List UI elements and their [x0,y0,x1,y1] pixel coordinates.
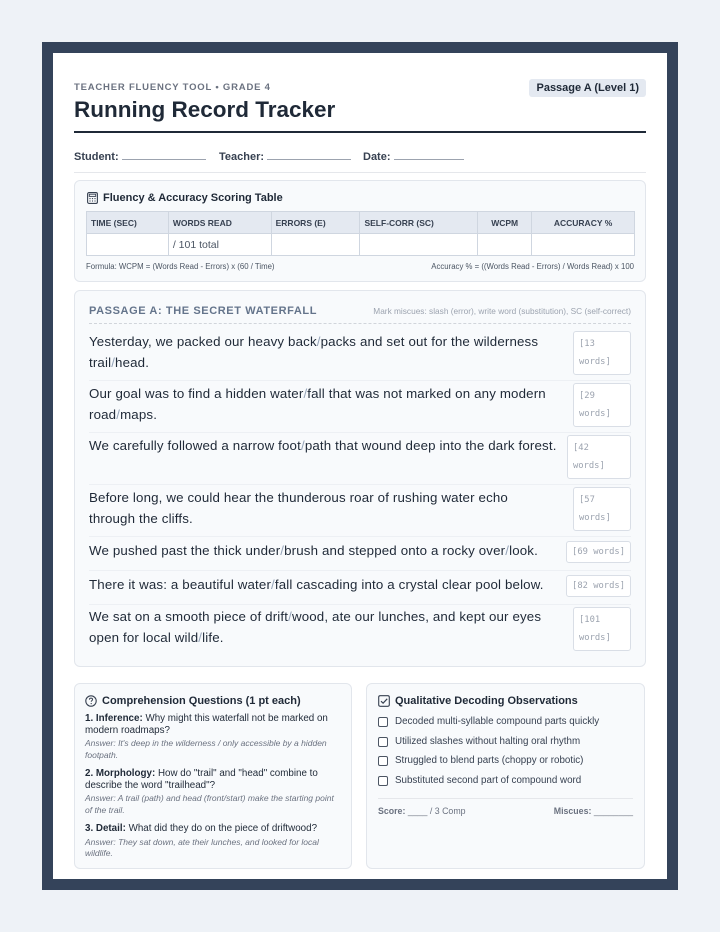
sentence-part: life. [202,630,224,645]
observation-item[interactable] [378,775,633,795]
slash-mark: / [280,543,285,558]
passage-sentence [89,605,631,655]
worksheet [53,53,667,879]
word-count: [42 words] [567,435,631,479]
col-errors: ERRORS (E) [271,212,360,234]
question-answer: Answer: They sat down, ate their lunches, and looked for local wildlife. [85,836,319,858]
cell-time[interactable] [87,234,169,256]
word-count: [29 words] [573,383,631,427]
observation-label: Struggled to blend parts (choppy or robotic) [395,755,584,767]
passage-title: PASSAGE A: THE SECRET WATERFALL [89,305,318,317]
score-field[interactable] [378,806,466,816]
cell-wcpm[interactable] [478,234,532,256]
word-count: [82 words] [566,575,631,597]
teacher-line[interactable] [267,151,351,160]
question-item [85,713,341,761]
observation-label: Utilized slashes without halting oral rhythm [395,735,581,747]
question-text [85,768,341,791]
checkbox[interactable] [378,717,388,727]
question-text [85,823,341,835]
date-label: Date: [363,151,391,163]
student-label: Student: [74,151,119,163]
observation-list [378,716,633,795]
question-item [85,823,341,860]
observations-footer [378,798,633,816]
question-body: What did they do on the piece of driftwood? [128,823,318,834]
observation-item[interactable] [378,716,633,736]
checkbox-checked-icon [378,695,390,707]
sentence-part: We pushed past the thick under [89,543,281,558]
teacher-field[interactable] [219,151,351,163]
accuracy-formula: Accuracy % = ((Words Read - Errors) / Words Read) x 100 [431,262,634,271]
slash-mark: / [300,438,305,453]
cell-words-read[interactable]: / 101 total [168,234,271,256]
sentence-part: head. [115,355,150,370]
sentence-part: We sat on a smooth piece of drift [89,609,289,624]
observation-item[interactable] [378,736,633,756]
word-count: [57 words] [573,487,631,531]
student-field[interactable] [74,151,206,163]
sentence-part: Yesterday, we packed our heavy back [89,334,317,349]
question-label: 3. Detail: [85,823,126,834]
checkbox[interactable] [378,776,388,786]
page-title: Running Record Tracker [74,97,336,122]
sentence-part: maps. [120,407,158,422]
page-frame [42,42,678,890]
sentence-text [89,435,559,456]
comprehension-card [74,683,352,869]
observation-label: Decoded multi-syllable compound parts quickly [395,716,600,727]
teacher-label: Teacher: [219,151,265,163]
question-label: 2. Morphology: [85,768,156,779]
scoring-header-row [87,212,635,234]
slash-mark: / [303,386,308,401]
question-item [85,768,341,816]
cell-accuracy[interactable] [532,234,635,256]
scoring-title [87,192,283,204]
sentence-part: path that wound deep into the dark forest. [304,438,557,453]
sentence-text [89,331,559,373]
col-wcpm: WCPM [478,212,532,234]
sentence-text [89,487,539,529]
sentence-part: We carefully followed a narrow foot [89,438,301,453]
sentence-text [89,574,567,595]
question-body: Why might this waterfall not be marked on modern roadmaps? [85,713,328,736]
sentence-part: There it was: a beautiful water [89,577,272,592]
observations-title [378,695,578,707]
sentence-part: packs and set out for the wilderness trail [89,334,539,370]
header-top [74,79,646,99]
word-count: [13 words] [573,331,631,375]
scoring-entry-row [87,234,635,256]
miscues-value: ________ [593,806,633,816]
question-label: 1. Inference: [85,713,143,724]
word-count: [101 words] [573,607,631,651]
col-words-read: WORDS READ [168,212,271,234]
date-field[interactable] [363,151,464,163]
question-body: How do "trail" and "head" combine to describe the word "trailhead"? [85,768,318,791]
slash-mark: / [271,577,275,592]
date-line[interactable] [394,151,464,160]
passage-sentence [89,571,631,605]
passage-sentence [89,485,631,537]
checkbox[interactable] [378,756,388,766]
observation-item[interactable] [378,755,633,775]
slash-mark: / [111,355,116,370]
sentence-part: Before long, we could hear the thunderous roar of rushing water echo through the cliffs. [89,490,508,526]
slash-mark: / [288,609,292,624]
comprehension-title [85,695,301,707]
miscues-field[interactable] [554,806,633,816]
sentence-part: Our goal was to find a hidden water [89,386,304,401]
question-list [85,713,341,867]
word-count: [69 words] [566,541,631,563]
comprehension-title-text: Comprehension Questions (1 pt each) [102,695,301,707]
checkbox[interactable] [378,737,388,747]
slash-mark: / [116,407,121,422]
sentence-part: look. [509,543,538,558]
passage-sentence [89,381,631,433]
sentence-part: wood, ate our lunches, and kept our eyes open for local wild [89,609,542,645]
observations-card [366,683,645,869]
sentence-text [89,540,559,561]
cell-self-corr[interactable] [360,234,478,256]
sentence-part: fall that was not marked on any modern road [89,386,546,422]
passage-badge: Passage A (Level 1) [529,79,646,97]
passage-sentence [89,329,631,381]
wcpm-formula: Formula: WCPM = (Words Read - Errors) x (60 / Time) [86,262,275,271]
question-answer: Answer: It's deep in the wilderness / only accessible by a hidden footpath. [85,738,327,760]
passage-sentence [89,433,631,485]
question-answer: Answer: A trail (path) and head (front/start) make the starting point of the trail. [85,793,334,815]
slash-mark: / [505,543,510,558]
sentence-text [89,606,559,648]
miscues-label: Miscues: [553,806,592,816]
scoring-table [86,211,635,256]
info-fields [74,145,646,173]
sentence-part: fall cascading into a crystal clear pool below. [274,577,544,592]
slash-mark: / [316,334,321,349]
col-time: TIME (SEC) [87,212,169,234]
passage-divider [89,323,631,324]
scoring-card [74,180,646,282]
passage-sentence [89,537,631,571]
cell-errors[interactable] [271,234,360,256]
miscue-instructions: Mark miscues: slash (error), write word (substitution), SC (self-correct) [373,306,631,316]
observation-label: Substituted second part of compound word [395,775,582,787]
sentence-text [89,383,559,425]
sentence-part: brush and stepped onto a rocky over [284,543,506,558]
observations-title-text: Qualitative Decoding Observations [395,695,578,707]
question-text [85,713,341,736]
score-label: Score: [378,806,406,816]
question-circle-icon [85,695,97,707]
slash-mark: / [198,630,203,645]
calculator-icon [87,192,98,204]
scoring-title-text: Fluency & Accuracy Scoring Table [103,192,283,204]
col-accuracy: ACCURACY % [532,212,635,234]
passage-card [74,290,646,667]
eyebrow-text: TEACHER FLUENCY TOOL • GRADE 4 [74,82,271,93]
score-value: ____ / 3 Comp [407,806,466,816]
title-rule [74,131,646,133]
col-self-corr: SELF-CORR (SC) [360,212,478,234]
student-line[interactable] [122,151,206,160]
